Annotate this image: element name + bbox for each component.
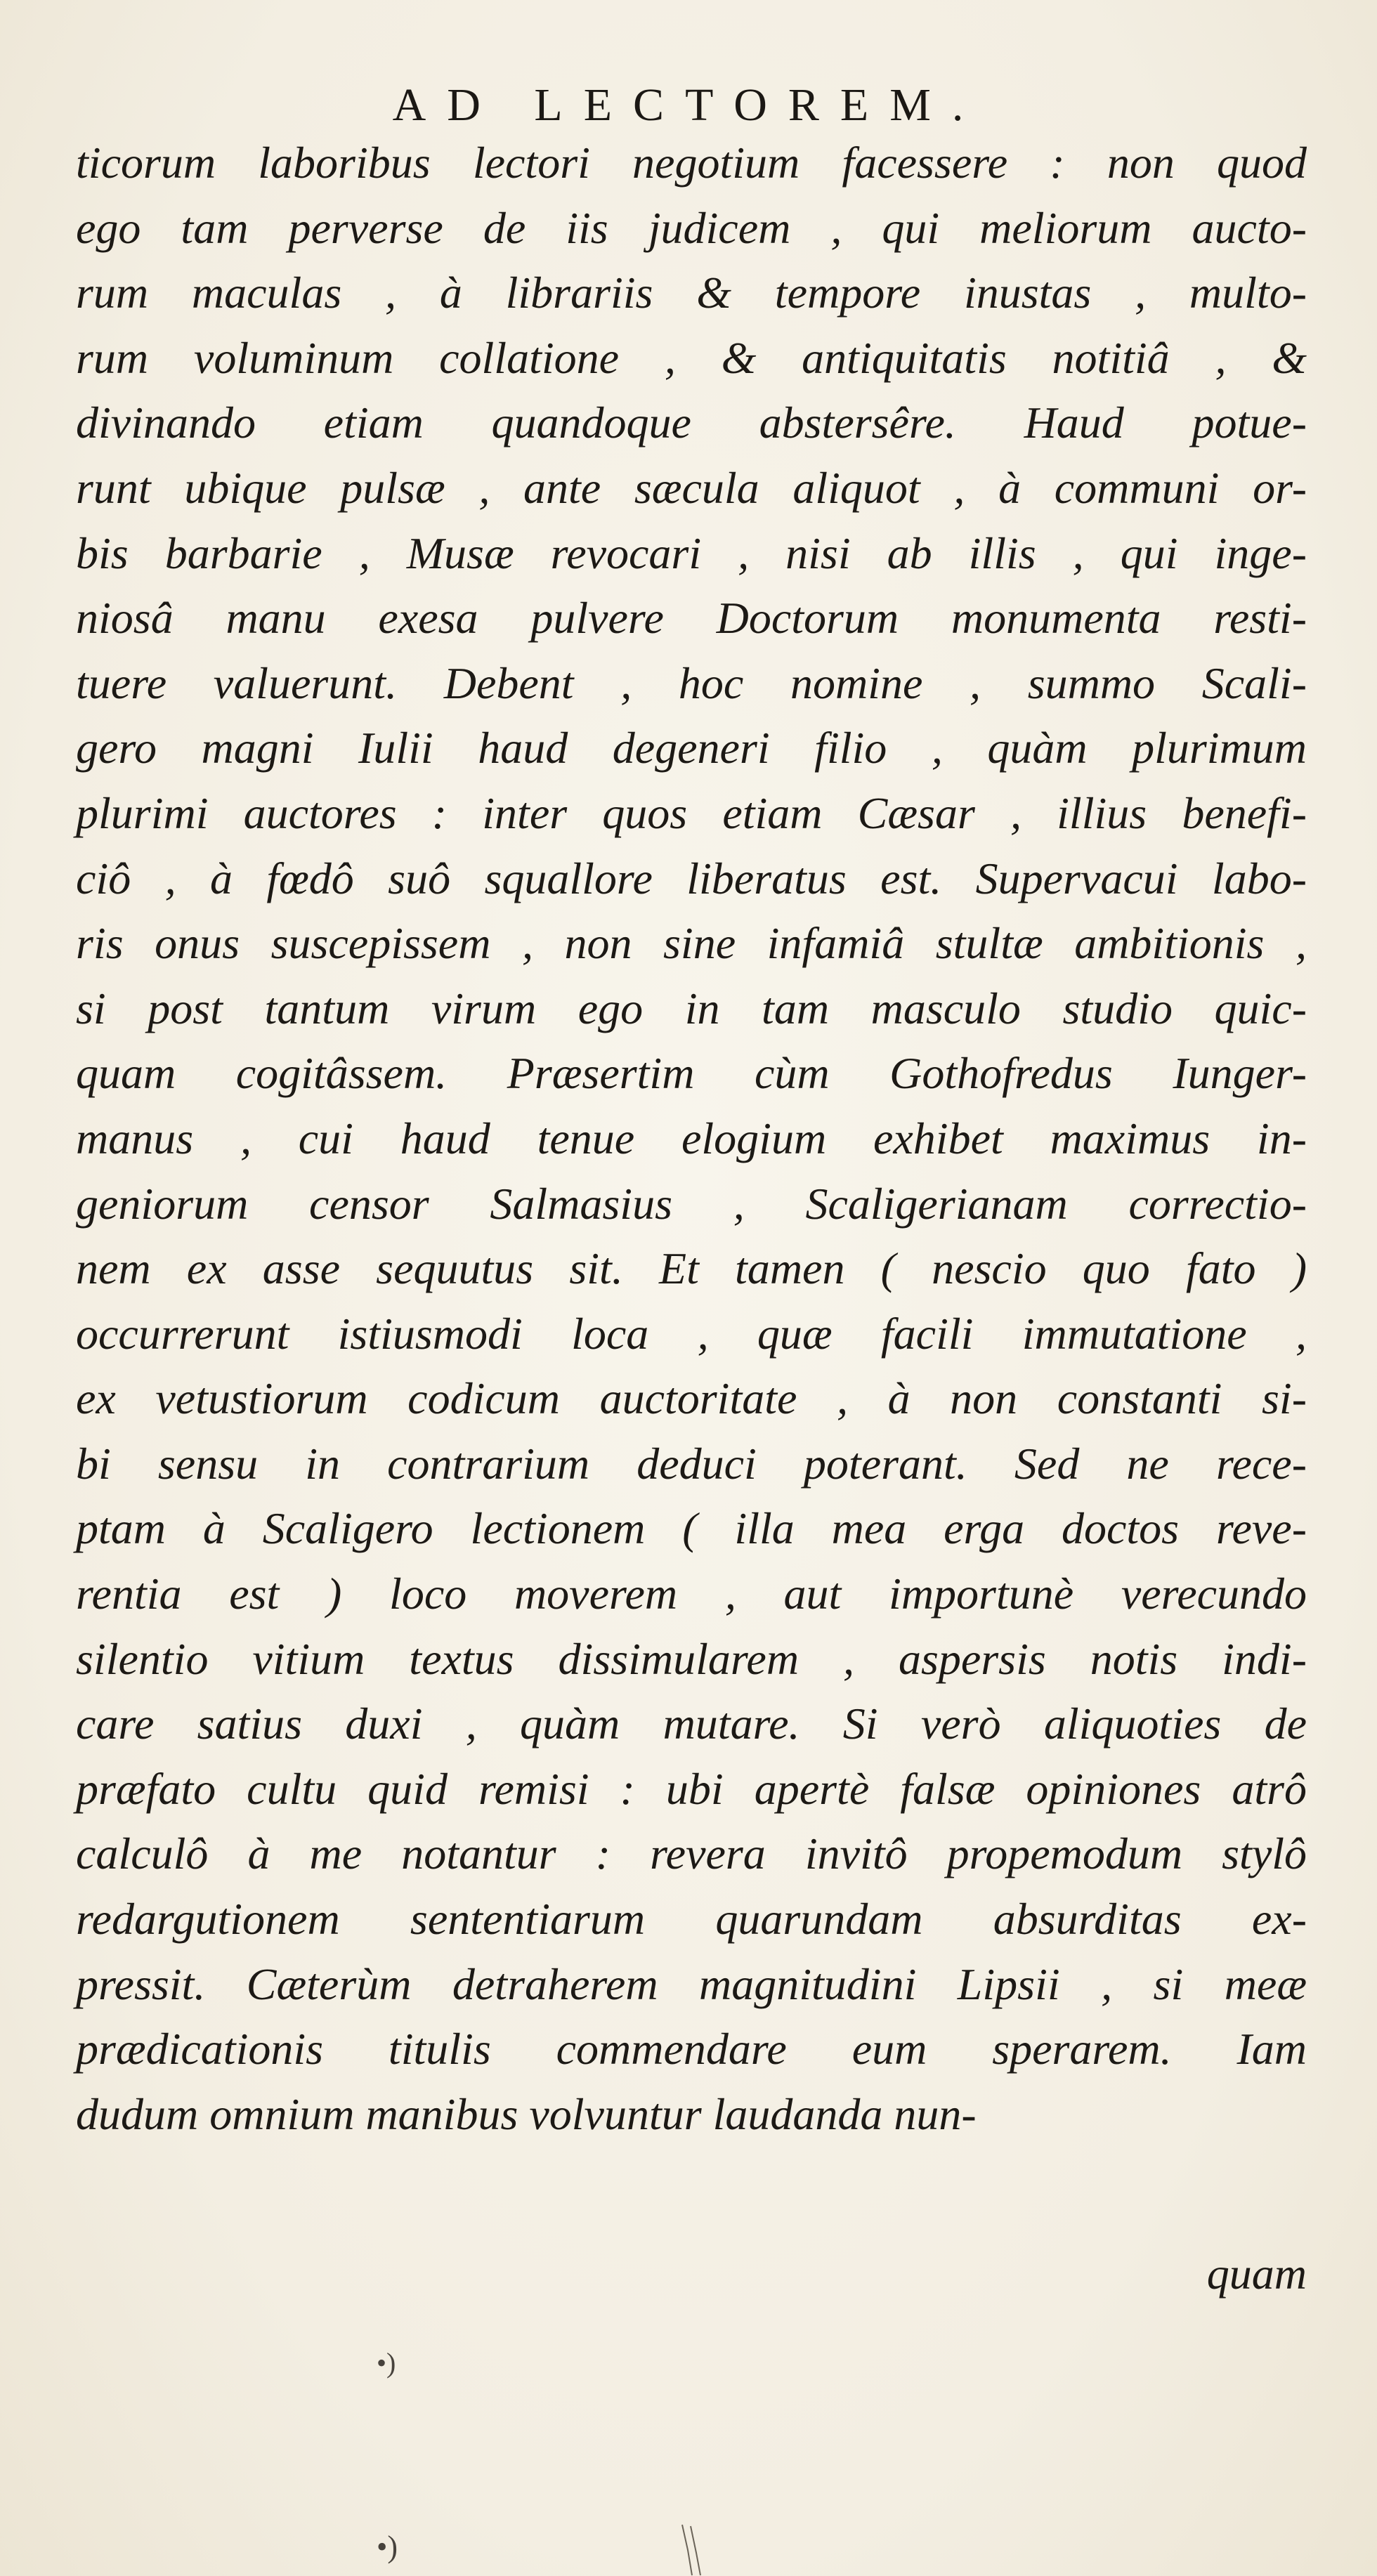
- text-line: ciô , à fœdô suô squallore liberatus est. Supervacui labo-: [76, 853, 1307, 903]
- text-line: ris onus suscepissem , non sine infamiâ stultæ ambitionis ,: [76, 918, 1307, 969]
- text-line: pressit. Cæterùm detraherem magnitudini Lipsii , si meæ: [76, 1959, 1307, 2009]
- text-line: bi sensu in contrarium deduci poterant. Sed ne rece-: [76, 1438, 1307, 1489]
- text-line: præfato cultu quid remisi : ubi apertè falsæ opiniones atrô: [76, 1763, 1307, 1814]
- text-line: occurrerunt istiusmodi loca , quæ facili immutatione ,: [76, 1308, 1307, 1359]
- text-line: quam cogitâssem. Præsertim cùm Gothofredus Iunger-: [76, 1048, 1307, 1099]
- ink-mark: •): [377, 2530, 398, 2564]
- text-line: bis barbarie , Musæ revocari , nisi ab illis , qui inge-: [76, 528, 1307, 578]
- text-line: rum voluminum collatione , & antiquitatis notitiâ , &: [76, 332, 1307, 383]
- catchword: quam: [1206, 2249, 1307, 2299]
- text-line: rum maculas , à librariis & tempore inustas , multo-: [76, 268, 1307, 318]
- text-line: ego tam perverse de iis judicem , qui meliorum aucto-: [76, 202, 1307, 253]
- running-header: AD LECTOREM.: [392, 79, 985, 131]
- text-line: ptam à Scaligero lectionem ( illa mea erga doctos reve-: [76, 1503, 1307, 1554]
- text-line: prædicationis titulis commendare eum sperarem. Iam: [76, 2024, 1307, 2074]
- scratch-mark-icon: [678, 2522, 706, 2576]
- text-line: gero magni Iulii haud degeneri filio , quàm plurimum: [76, 723, 1307, 773]
- text-line: manus , cui haud tenue elogium exhibet maximus in-: [76, 1113, 1307, 1163]
- text-line: runt ubique pulsæ , ante sæcula aliquot , à communi or-: [76, 462, 1307, 513]
- text-line: si post tantum virum ego in tam masculo studio quic-: [76, 983, 1307, 1033]
- text-line: plurimi auctores : inter quos etiam Cæsar , illius benefi-: [76, 787, 1307, 838]
- text-line: care satius duxi , quàm mutare. Si verò aliquoties de: [76, 1699, 1307, 1749]
- text-line: rentia est ) loco moverem , aut importunè verecundo: [76, 1569, 1307, 1619]
- text-line: niosâ manu exesa pulvere Doctorum monumenta resti-: [76, 593, 1307, 643]
- text-line: silentio vitium textus dissimularem , aspersis notis indi-: [76, 1633, 1307, 1684]
- ink-mark: •): [377, 2347, 396, 2379]
- text-line: geniorum censor Salmasius , Scaligerianam correctio-: [76, 1178, 1307, 1229]
- text-line: ex vetustiorum codicum auctoritate , à non constanti si-: [76, 1373, 1307, 1424]
- text-line: dudum omnium manibus volvuntur laudanda nun-: [76, 2088, 977, 2139]
- text-line: tuere valuerunt. Debent , hoc nomine , summo Scali-: [76, 658, 1307, 708]
- body-text: [76, 131, 1307, 2147]
- text-line: divinando etiam quandoque abstersêre. Haud potue-: [76, 398, 1307, 448]
- text-line: ticorum laboribus lectori negotium facessere : non quod: [76, 138, 1307, 188]
- text-line: nem ex asse sequutus sit. Et tamen ( nescio quo fato ): [76, 1243, 1307, 1294]
- text-line: calculô à me notantur : revera invitô propemodum stylô: [76, 1829, 1307, 1879]
- text-line: redargutionem sententiarum quarundam absurditas ex-: [76, 1894, 1307, 1944]
